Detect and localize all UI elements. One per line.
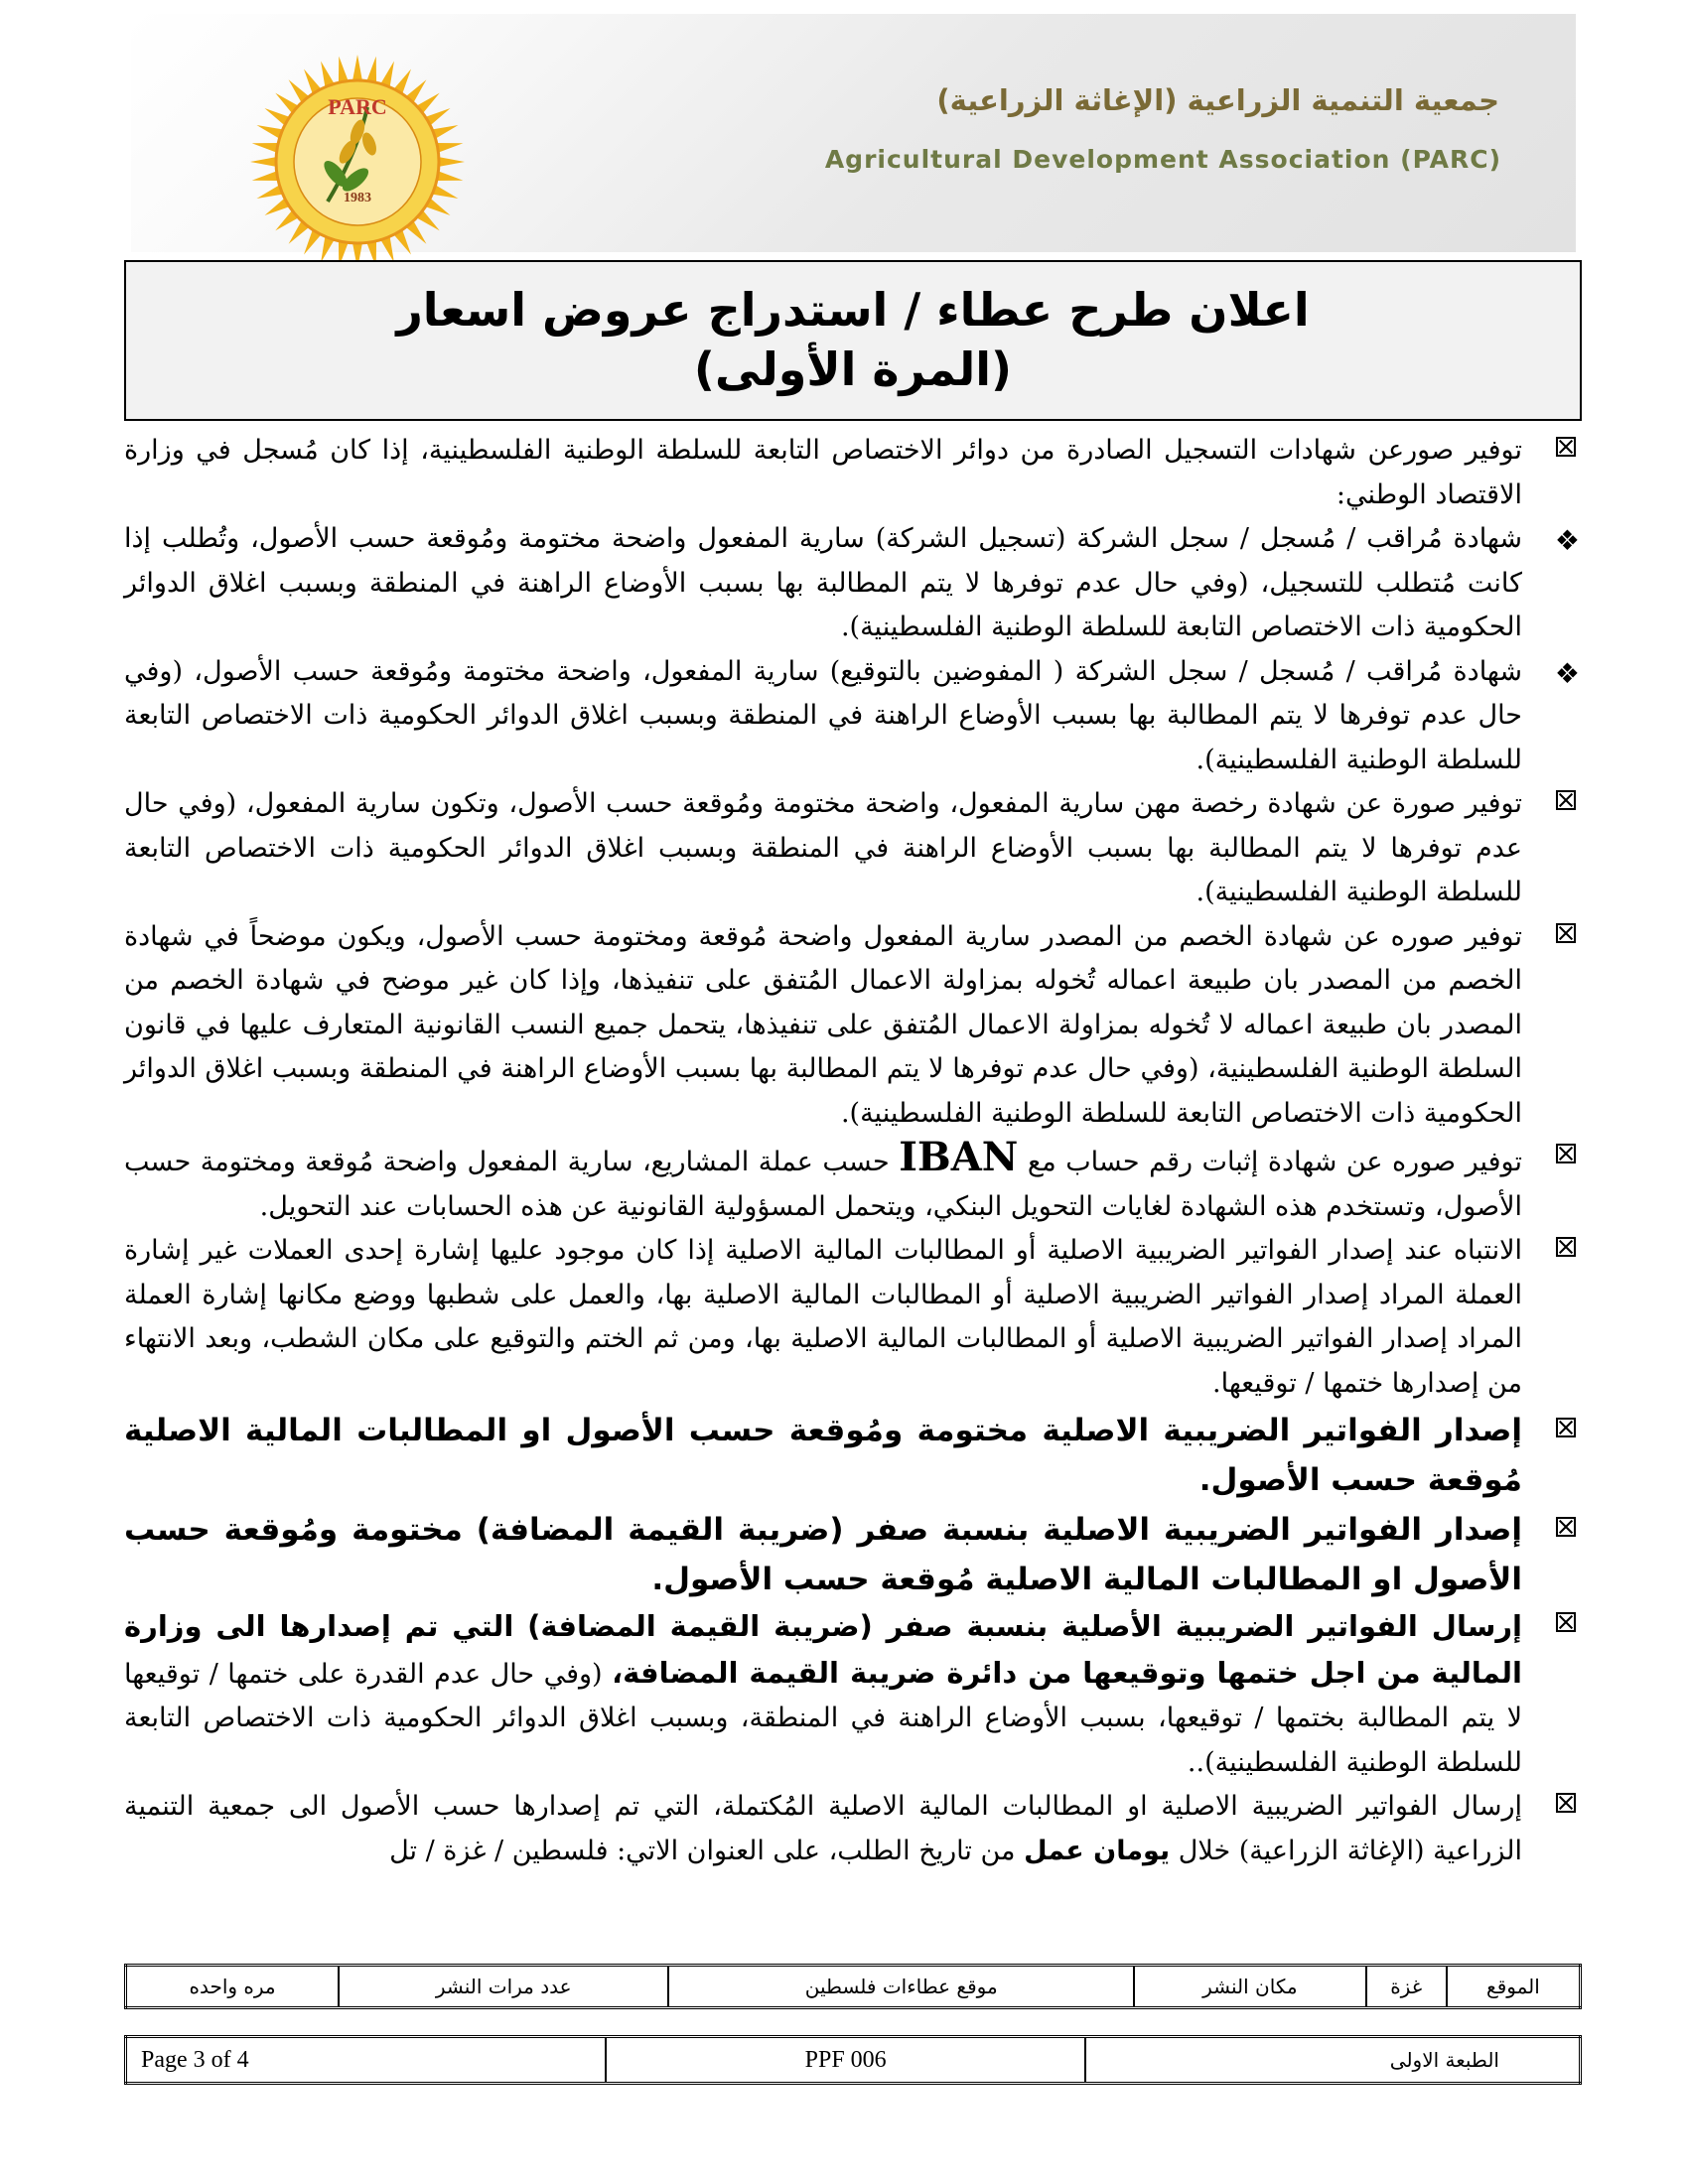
sun-ray <box>252 171 279 181</box>
list-item: توفير صورة عن شهادة رخصة مهن سارية المفعول، واضحة مختومة ومُوقعة حسب الأصول، وتكون سارية المفعول، (وفي حال عدم توفرها لا يتم المطالبة بها بسبب الأوضاع الراهنة في المنطقة وبسبب اغلاق الدوائر الحكومية ذات الاختصاص التابعة للسلطة الوطنية الفلسطينية). <box>124 782 1582 915</box>
list-item: ❖ شهادة مُراقب / مُسجل / سجل الشركة ( المفوضين بالتوقيع) سارية المفعول، واضحة مختومة ومُوقعة حسب الأصول، (وفي حال عدم توفرها لا يتم المطالبة بها بسبب الأوضاع الراهنة في المنطقة وبسبب اغلاق الدوائر الحكومية ذات الاختصاص التابعة للسلطة الوطنية الفلسطينية). <box>124 655 1580 775</box>
org-name-arabic: جمعية التنمية الزراعية (الإغاثة الزراعية) <box>936 83 1499 117</box>
sun-ray <box>352 55 362 80</box>
sun-ray <box>250 157 276 167</box>
checkbox-x-icon <box>1556 1517 1576 1537</box>
sun-ray <box>366 57 376 83</box>
list-item: الانتباه عند إصدار الفواتير الضريبية الاصلية أو المطالبات المالية الاصلية إذا كان موجود عليها إشارة إحدى العملات غير إشارة العملة المراد إصدار الفواتير الضريبية الاصلية أو المطالبات المالية الاصلية بها، والعمل على شطبها ووضع مكانها إشارة العملة المراد إصدار الفواتير الضريبية الاصلية أو المطالبات المالية الاصلية بها، ومن ثم الختم والتوقيع على مكان الشطب، وبعد الانتهاء من إصدارها ختمها / توقيعها. <box>124 1229 1582 1406</box>
page-number: Page 3 of 4 <box>126 2037 606 2084</box>
table-cell: مكان النشر <box>1134 1966 1365 2008</box>
sun-ray <box>437 171 464 181</box>
list-item: توفير صورعن شهادات التسجيل الصادرة من دوائر الاختصاص التابعة للسلطة الوطنية الفلسطينية، إذا كان مُسجل في وزارة الاقتصاد الوطني: <box>124 429 1582 517</box>
checkbox-x-icon <box>1556 1612 1576 1632</box>
sun-ray <box>339 57 349 83</box>
parc-logo <box>209 48 506 276</box>
requirements-list <box>124 429 1582 1933</box>
table-cell: عدد مرات النشر <box>339 1966 668 2008</box>
list-item: توفير صوره عن شهادة إثبات رقم حساب مع IBAN حسب عملة المشاريع، سارية المفعول واضحة مُوقعة ومختومة حسب الأصول، وتستخدم هذه الشهادة لغايات التحويل البنكي، ويتحمل المسؤولية القانونية عن هذه الحسابات عند التحويل. <box>124 1136 1582 1229</box>
checkbox-x-icon <box>1556 1144 1576 1163</box>
org-name-english: Agricultural Development Association (PARC) <box>824 145 1501 174</box>
list-item: إصدار الفواتير الضريبية الاصلية مختومة ومُوقعة حسب الأصول او المطالبات المالية الاصلية مُوقعة حسب الأصول. <box>124 1406 1582 1505</box>
iban-label: IBAN <box>899 1134 1019 1180</box>
sun-ray <box>437 143 464 153</box>
table-cell: الموقع <box>1447 1966 1581 2008</box>
list-item: إرسال الفواتير الضريبية الأصلية بنسبة صفر (ضريبة القيمة المضافة) التي تم إصدارها الى وزارة المالية من اجل ختمها وتوقيعها من دائرة ضريبة القيمة المضافة، (وفي حال عدم القدرة على ختمها / توقيعها لا يتم المطالبة بختمها / توقيعها، بسبب الأوضاع الراهنة في المنطقة، وبسبب اغلاق الدوائر الحكومية ذات الاختصاص التابعة للسلطة الوطنية الفلسطينية).. <box>124 1604 1582 1785</box>
document-code: PPF 006 <box>606 2037 1085 2084</box>
edition-label: الطبعة الاولى <box>1085 2037 1580 2084</box>
page-title: اعلان طرح عطاء / استدراج عروض اسعار <box>396 283 1310 337</box>
page-subtitle: (المرة الأولى) <box>693 342 1013 396</box>
document-footer-table <box>124 2035 1582 2085</box>
logo-text: PARC <box>328 94 387 119</box>
list-item: ❖ شهادة مُراقب / مُسجل / سجل الشركة (تسجيل الشركة) سارية المفعول واضحة مختومة ومُوقعة حسب الأصول، وتُطلب إذا كانت مُتطلب للتسجيل، (وفي حال عدم توفرها لا يتم المطالبة بها بسبب الأوضاع الراهنة في المنطقة وبسبب اغلاق الدوائر الحكومية ذات الاختصاص التابعة للسلطة الوطنية الفلسطينية). <box>124 523 1580 642</box>
table-cell: موقع عطاءات فلسطين <box>668 1966 1134 2008</box>
diamond-bullet-icon: ❖ <box>1554 656 1580 690</box>
list-item: إصدار الفواتير الضريبية الاصلية بنسبة صفر (ضريبة القيمة المضافة) مختومة ومُوقعة حسب الأصول او المطالبات المالية الاصلية مُوقعة حسب الأصول. <box>124 1505 1582 1604</box>
list-item: توفير صوره عن شهادة الخصم من المصدر سارية المفعول واضحة مُوقعة ومختومة حسب الأصول، ويكون موضحاً في شهادة الخصم من المصدر بان طبيعة اعماله تُخوله بمزاولة الاعمال المُتفق على تنفيذها، وإذا كان غير موضح في شهادة الخصم من المصدر بان طبيعة اعماله لا تُخوله بمزاولة الاعمال المُتفق على تنفيذها، يتحمل جميع النسب القانونية المتعارف عليها في قانون السلطة الوطنية الفلسطينية، (وفي حال عدم توفرها لا يتم المطالبة بها بسبب الأوضاع الراهنة في المنطقة وبسبب اغلاق الدوائر الحكومية ذات الاختصاص التابعة للسلطة الوطنية الفلسطينية). <box>124 915 1582 1137</box>
logo-year: 1983 <box>344 191 371 205</box>
checkbox-x-icon <box>1556 790 1576 810</box>
checkbox-x-icon <box>1556 437 1576 457</box>
table-cell: غزة <box>1366 1966 1447 2008</box>
diamond-bullet-icon: ❖ <box>1554 524 1580 557</box>
publication-info-table <box>124 1964 1582 2009</box>
checkbox-x-icon <box>1556 1418 1576 1437</box>
list-item: إرسال الفواتير الضريبية الاصلية او المطالبات المالية الاصلية المُكتملة، التي تم إصدارها حسب الأصول الى جمعية التنمية الزراعية (الإغاثة الزراعية) خلال يومان عمل من تاريخ الطلب، على العنوان الاتي: فلسطين / غزة / تل <box>124 1785 1582 1873</box>
table-cell: مره واحده <box>126 1966 340 2008</box>
checkbox-x-icon <box>1556 1237 1576 1257</box>
checkbox-x-icon <box>1556 1793 1576 1813</box>
announcement-title-box <box>124 260 1582 421</box>
checkbox-x-icon <box>1556 923 1576 943</box>
sun-ray <box>439 157 465 167</box>
sun-ray <box>252 143 279 153</box>
